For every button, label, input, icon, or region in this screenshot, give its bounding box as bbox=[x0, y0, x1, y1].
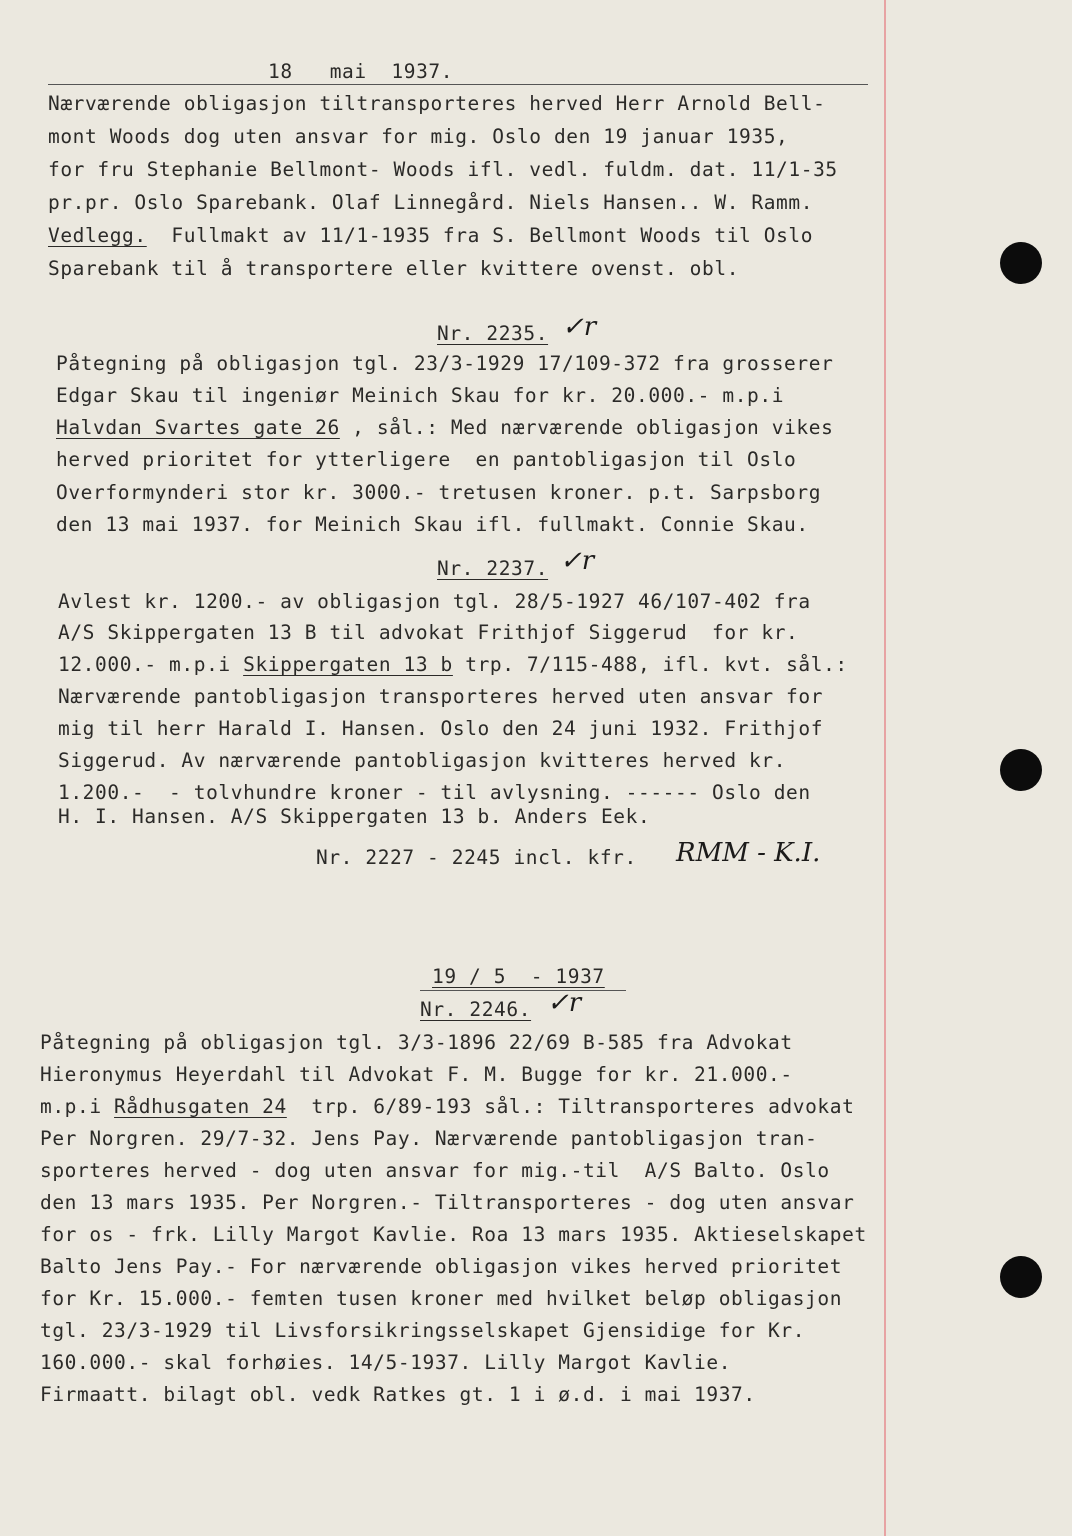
entry0-line-5-text: Fullmakt av 11/1-1935 fra S. Bellmont Woods til Oslo bbox=[171, 224, 814, 247]
entry0-line-3: for fru Stephanie Bellmont- Woods ifl. vedl. fuldm. dat. 11/1-35 bbox=[48, 158, 838, 181]
binder-hole-middle bbox=[1000, 749, 1042, 791]
entry-number-2237: Nr. 2237. bbox=[437, 557, 549, 580]
e2235-line-6: den 13 mai 1937. for Meinich Skau ifl. fullmakt. Connie Skau. bbox=[56, 513, 809, 536]
e2235-line-3-text: , sål.: Med nærværende obligasjon vikes bbox=[352, 416, 834, 439]
e2246-line-3-post: trp. 6/89-193 sål.: Tiltransporteres advokat bbox=[286, 1095, 855, 1118]
entry-number-2246: Nr. 2246. bbox=[420, 998, 532, 1021]
address-2235: Halvdan Svartes gate 26 bbox=[56, 416, 340, 439]
e2237-line-8: H. I. Hansen. A/S Skippergaten 13 b. Anders Eek. bbox=[58, 805, 651, 828]
e2237-line-6: Siggerud. Av nærværende pantobligasjon kvitteres herved kr. bbox=[58, 749, 787, 772]
binder-hole-top bbox=[1000, 242, 1042, 284]
e2246-line-4: Per Norgren. 29/7-32. Jens Pay. Nærværende pantobligasjon tran- bbox=[40, 1127, 818, 1150]
address-2246: Rådhusgaten 24 bbox=[114, 1095, 287, 1118]
binder-hole-bottom bbox=[1000, 1256, 1042, 1298]
e2237-line-4: Nærværende pantobligasjon transporteres herved uten ansvar for bbox=[58, 685, 824, 708]
e2235-line-4: herved prioritet for ytterligere en pantobligasjon til Oslo bbox=[56, 448, 797, 471]
summary-signature: RMM - K.I. bbox=[676, 838, 821, 868]
header-date: 18 mai 1937. bbox=[268, 60, 454, 83]
e2246-line-2: Hieronymus Heyerdahl til Advokat F. M. Bugge for kr. 21.000.- bbox=[40, 1063, 793, 1086]
e2235-line-2: Edgar Skau til ingeniør Meinich Skau for kr. 20.000.- m.p.i bbox=[56, 384, 785, 407]
e2246-line-8: Balto Jens Pay.- For nærværende obligasjon vikes herved prioritet bbox=[40, 1255, 843, 1278]
summary-line: Nr. 2227 - 2245 incl. kfr. bbox=[316, 846, 637, 869]
e2246-line-3-pre: m.p.i bbox=[40, 1095, 115, 1118]
e2237-line-7: 1.200.- - tolvhundre kroner - til avlysning. ------ Oslo den bbox=[58, 781, 811, 804]
e2246-line-1: Påtegning på obligasjon tgl. 3/3-1896 22/69 B-585 fra Advokat bbox=[40, 1031, 793, 1054]
header-rule bbox=[48, 84, 868, 85]
vedlegg-label: Vedlegg. bbox=[48, 224, 147, 247]
e2237-line-3-pre: 12.000.- m.p.i bbox=[58, 653, 244, 676]
entry0-line-1: Nærværende obligasjon tiltransporteres herved Herr Arnold Bell- bbox=[48, 92, 826, 115]
e2237-line-2: A/S Skippergaten 13 B til advokat Frithjof Siggerud for kr. bbox=[58, 621, 799, 644]
e2246-line-5: sporteres herved - dog uten ansvar for mig.-til A/S Balto. Oslo bbox=[40, 1159, 830, 1182]
e2246-line-3 bbox=[40, 1095, 854, 1119]
initials-mark-2246: ✓r bbox=[547, 988, 582, 1018]
initials-mark-2235: ✓r bbox=[562, 312, 597, 342]
e2246-line-10: tgl. 23/3-1929 til Livsforsikringsselskapet Gjensidige for Kr. bbox=[40, 1319, 806, 1342]
e2235-line-3 bbox=[56, 416, 833, 440]
entry0-line-2: mont Woods dog uten ansvar for mig. Oslo den 19 januar 1935, bbox=[48, 125, 789, 148]
e2246-line-7: for os - frk. Lilly Margot Kavlie. Roa 13 mars 1935. Aktieselskapet bbox=[40, 1223, 867, 1246]
entry0-line-5 bbox=[48, 224, 813, 248]
entry0-line-6: Sparebank til å transportere eller kvittere ovenst. obl. bbox=[48, 257, 740, 280]
e2246-line-11: 160.000.- skal forhøies. 14/5-1937. Lilly Margot Kavlie. bbox=[40, 1351, 732, 1374]
date-2: 19 / 5 - 1937 bbox=[432, 965, 605, 988]
e2237-line-1: Avlest kr. 1200.- av obligasjon tgl. 28/5-1927 46/107-402 fra bbox=[58, 590, 811, 613]
e2235-line-5: Overformynderi stor kr. 3000.- tretusen kroner. p.t. Sarpsborg bbox=[56, 481, 822, 504]
e2246-line-12: Firmaatt. bilagt obl. vedk Ratkes gt. 1 i ø.d. i mai 1937. bbox=[40, 1383, 756, 1406]
e2246-line-9: for Kr. 15.000.- femten tusen kroner med hvilket beløp obligasjon bbox=[40, 1287, 843, 1310]
address-2237: Skippergaten 13 b bbox=[243, 653, 453, 676]
entry0-line-4: pr.pr. Oslo Sparebank. Olaf Linnegård. Niels Hansen.. W. Ramm. bbox=[48, 191, 814, 214]
e2237-line-5: mig til herr Harald I. Hansen. Oslo den 24 juni 1932. Frithjof bbox=[58, 717, 824, 740]
date-2-rule bbox=[420, 990, 626, 991]
e2237-line-3 bbox=[58, 653, 848, 677]
initials-mark-2237: ✓r bbox=[560, 546, 595, 576]
e2246-line-6: den 13 mars 1935. Per Norgren.- Tiltransporteres - dog uten ansvar bbox=[40, 1191, 855, 1214]
entry-number-2235: Nr. 2235. bbox=[437, 322, 549, 345]
margin-rule bbox=[884, 0, 886, 1536]
e2235-line-1: Påtegning på obligasjon tgl. 23/3-1929 17/109-372 fra grosserer bbox=[56, 352, 834, 375]
e2237-line-3-post: trp. 7/115-488, ifl. kvt. sål.: bbox=[452, 653, 848, 676]
